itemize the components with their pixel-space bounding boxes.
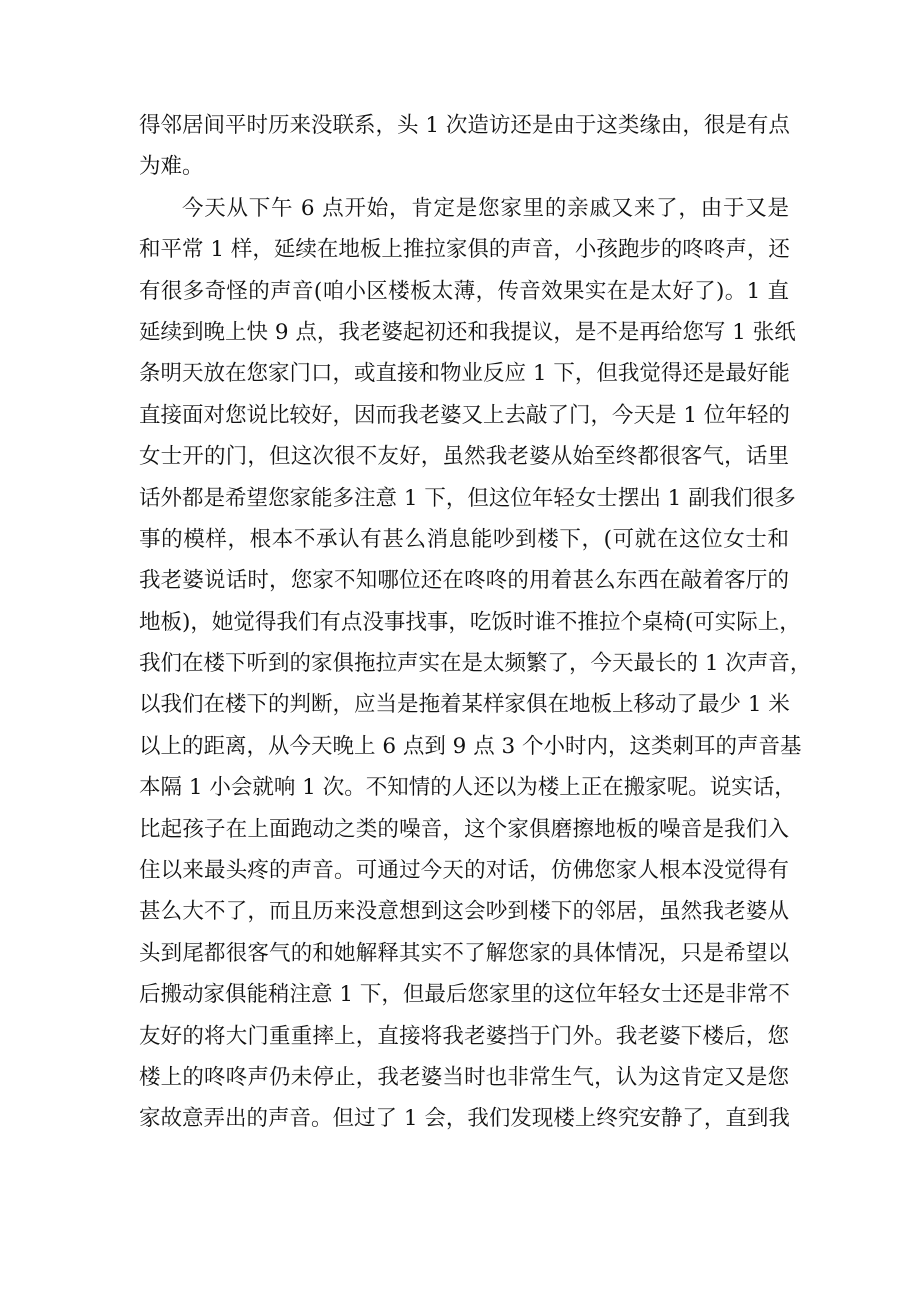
text-line: 我老婆说话时，您家不知哪位还在咚咚的用着甚么东西在敲着客厅的 <box>139 568 789 594</box>
text-line: 住以来最头疼的声音。可通过今天的对话，仿佛您家人根本没觉得有 <box>139 858 789 884</box>
text-line: 得邻居间平时历来没联系，头 1 次造访还是由于这类缘由，很是有点 <box>139 113 790 138</box>
text-line: 我们在楼下听到的家俱拖拉声实在是太频繁了，今天最长的 1 次声音， <box>139 651 812 677</box>
text-line: 条明天放在您家门口，或直接和物业反应 1 下，但我觉得还是最好能 <box>139 361 790 387</box>
paragraph-first-line: 今天从下午 6 点开始，肯定是您家里的亲戚又来了，由于又是 <box>182 195 789 221</box>
text-line: 女士开的门，但这次很不友好，虽然我老婆从始至终都很客气，话里 <box>139 444 789 470</box>
text-line: 比起孩子在上面跑动之类的噪音，这个家俱磨擦地板的噪音是我们入 <box>139 816 789 842</box>
text-line: 事的模样，根本不承认有甚么消息能吵到楼下，(可就在这位女士和 <box>139 526 789 552</box>
text-line: 本隔 1 小会就响 1 次。不知情的人还以为楼上正在搬家呢。说实话， <box>139 775 796 801</box>
text-line: 后搬动家俱能稍注意 1 下，但最后您家里的这位年轻女士还是非常不 <box>139 982 790 1008</box>
text-line: 楼上的咚咚声仍未停止，我老婆当时也非常生气，认为这肯定又是您 <box>139 1064 789 1090</box>
text-line: 家故意弄出的声音。但过了 1 会，我们发现楼上终究安静了，直到我 <box>139 1106 790 1132</box>
text-line: 以我们在楼下的判断，应当是拖着某样家俱在地板上移动了最少 1 米 <box>139 692 790 718</box>
text-line: 以上的距离，从今天晚上 6 点到 9 点 3 个小时内，这类刺耳的声音基 <box>139 733 802 759</box>
text-line: 和平常 1 样，延续在地板上推拉家俱的声音，小孩跑步的咚咚声，还 <box>139 237 790 263</box>
text-line: 甚么大不了，而且历来没意想到这会吵到楼下的邻居，虽然我老婆从 <box>139 899 789 925</box>
text-line: 直接面对您说比较好，因而我老婆又上去敲了门，今天是 1 位年轻的 <box>139 402 790 428</box>
body-text <box>139 105 812 1140</box>
text-line: 有很多奇怪的声音(咱小区楼板太薄，传音效果实在是太好了)。1 直 <box>139 278 789 304</box>
text-line: 地板)，她觉得我们有点没事找事，吃饭时谁不推拉个桌椅(可实际上， <box>139 609 801 635</box>
text-line: 为难。 <box>139 154 204 180</box>
text-line: 延续到晚上快 9 点，我老婆起初还和我提议，是不是再给您写 1 张纸 <box>139 319 796 345</box>
text-line: 话外都是希望您家能多注意 1 下，但这位年轻女士摆出 1 副我们很多 <box>139 485 796 511</box>
text-line: 头到尾都很客气的和她解释其实不了解您家的具体情况，只是希望以 <box>139 940 789 966</box>
text-line: 友好的将大门重重摔上，直接将我老婆挡于门外。我老婆下楼后，您 <box>139 1023 789 1049</box>
